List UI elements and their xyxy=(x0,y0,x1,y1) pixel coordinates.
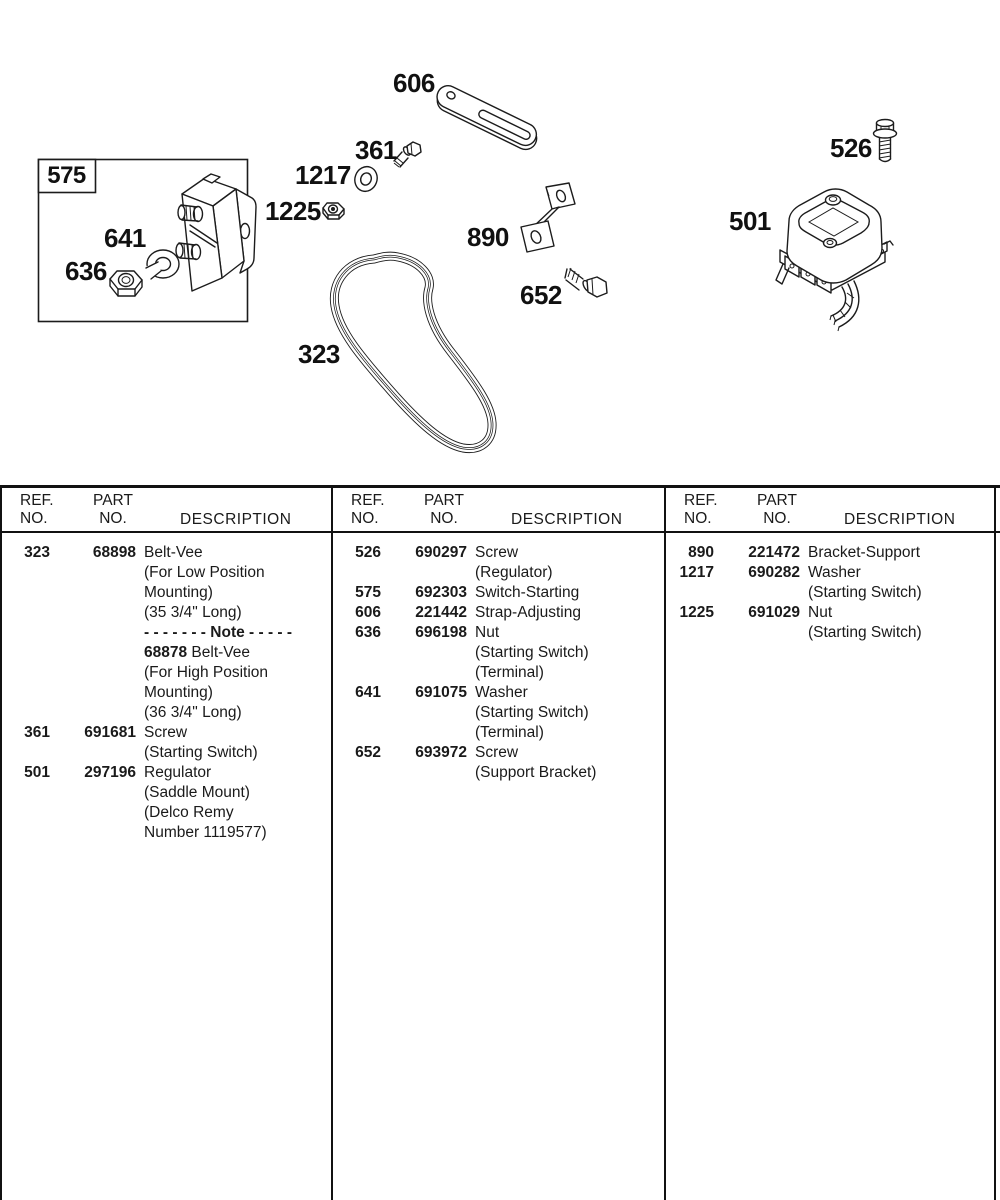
no-header: NO. xyxy=(763,510,791,527)
no-header: NO. xyxy=(20,510,48,527)
table-row xyxy=(2,723,331,763)
part-no: 297196 xyxy=(84,764,136,781)
part-no: 690297 xyxy=(415,544,467,561)
table-column-3 xyxy=(666,488,994,1200)
table-row xyxy=(333,623,664,683)
no-header: NO. xyxy=(351,510,379,527)
ref-no: 526 xyxy=(355,544,381,561)
v-belt-illustration xyxy=(334,256,492,448)
part-no: 691681 xyxy=(84,724,136,741)
part-no: 221442 xyxy=(415,604,467,621)
table-column-2 xyxy=(333,488,664,1200)
callout-1225: 1225 xyxy=(265,196,321,226)
part-no: 690282 xyxy=(748,564,800,581)
parts-table xyxy=(0,485,1000,1200)
table-row xyxy=(333,743,664,783)
screw-526-illustration xyxy=(874,120,897,162)
description: Nut (Starting Switch) (Terminal) xyxy=(475,624,589,681)
part-no: 693972 xyxy=(415,744,467,761)
table-column-1 xyxy=(2,488,331,1200)
table-border-right xyxy=(994,488,996,1200)
ref-no: 1225 xyxy=(679,604,714,621)
part-no: 221472 xyxy=(748,544,800,561)
table-rows xyxy=(333,531,664,783)
table-header xyxy=(2,488,331,531)
callout-890: 890 xyxy=(467,222,509,252)
part-no: 691029 xyxy=(748,604,800,621)
no-header: NO. xyxy=(99,510,127,527)
part-header: PART xyxy=(93,492,133,509)
table-header xyxy=(333,488,664,531)
ref-no: 606 xyxy=(355,604,381,621)
support-bracket-illustration xyxy=(521,183,575,252)
washer-1217-illustration xyxy=(351,163,380,194)
ref-no: 323 xyxy=(24,544,50,561)
table-row xyxy=(333,543,664,583)
part-no: 68898 xyxy=(92,544,136,561)
ref-header: REF. xyxy=(20,492,54,509)
table-row xyxy=(2,543,331,723)
description-header: DESCRIPTION xyxy=(511,511,623,528)
table-row xyxy=(333,583,664,603)
description: Screw (Starting Switch) xyxy=(144,724,258,761)
ref-no: 575 xyxy=(355,584,381,601)
part-header: PART xyxy=(757,492,797,509)
parts-diagram xyxy=(0,0,1000,485)
nut-636-illustration xyxy=(110,271,142,296)
part-no: 692303 xyxy=(415,584,467,601)
table-rows xyxy=(2,531,331,843)
callout-641: 641 xyxy=(104,223,146,253)
description: Bracket-Support xyxy=(808,544,920,561)
screw-652-illustration xyxy=(565,268,607,297)
part-header: PART xyxy=(424,492,464,509)
description: Nut (Starting Switch) xyxy=(808,604,922,641)
part-no: 691075 xyxy=(415,684,467,701)
description: Washer (Starting Switch) xyxy=(808,564,922,601)
table-row xyxy=(2,763,331,843)
callout-652: 652 xyxy=(520,280,562,310)
description: Strap-Adjusting xyxy=(475,604,581,621)
ref-no: 361 xyxy=(24,724,50,741)
starting-switch-illustration xyxy=(176,174,256,291)
description: Screw (Regulator) xyxy=(475,544,553,581)
description: Belt-Vee (For Low Position Mounting) (35 3/4" Long) - - - - - - - Note - - - - - 68878 Belt-Vee (For High Position Mounting) (36 3/4" Long) xyxy=(144,544,293,721)
callout-606: 606 xyxy=(393,68,435,98)
nut-1225-illustration xyxy=(323,203,344,219)
adjusting-strap-illustration xyxy=(432,82,542,153)
ref-header: REF. xyxy=(351,492,385,509)
description: Switch-Starting xyxy=(475,584,580,601)
callout-575: 575 xyxy=(47,162,86,189)
callout-361: 361 xyxy=(355,135,397,165)
callout-1217: 1217 xyxy=(295,160,351,190)
lock-washer-illustration xyxy=(145,250,179,280)
ref-header: REF. xyxy=(684,492,718,509)
table-row xyxy=(333,603,664,623)
no-header: NO. xyxy=(684,510,712,527)
regulator-illustration xyxy=(776,189,893,331)
no-header: NO. xyxy=(430,510,458,527)
description: Washer (Starting Switch) (Terminal) xyxy=(475,684,589,741)
table-row xyxy=(666,603,994,643)
ref-no: 641 xyxy=(355,684,381,701)
ref-no: 652 xyxy=(355,744,381,761)
part-no: 696198 xyxy=(415,624,467,641)
table-row xyxy=(666,543,994,563)
table-rows xyxy=(666,531,994,643)
ref-no: 890 xyxy=(688,544,714,561)
callout-323: 323 xyxy=(298,339,340,369)
screw-361-illustration xyxy=(394,142,421,167)
ref-no: 636 xyxy=(355,624,381,641)
description-header: DESCRIPTION xyxy=(844,511,956,528)
table-row xyxy=(666,563,994,603)
table-row xyxy=(333,683,664,743)
description-header: DESCRIPTION xyxy=(180,511,292,528)
table-header xyxy=(666,488,994,531)
description: Screw (Support Bracket) xyxy=(475,744,597,781)
callout-636: 636 xyxy=(65,256,107,286)
description: Regulator (Saddle Mount) (Delco Remy Number 1119577) xyxy=(144,764,267,841)
callout-526: 526 xyxy=(830,133,872,163)
ref-no: 501 xyxy=(24,764,50,781)
callout-501: 501 xyxy=(729,206,771,236)
ref-no: 1217 xyxy=(679,564,714,581)
